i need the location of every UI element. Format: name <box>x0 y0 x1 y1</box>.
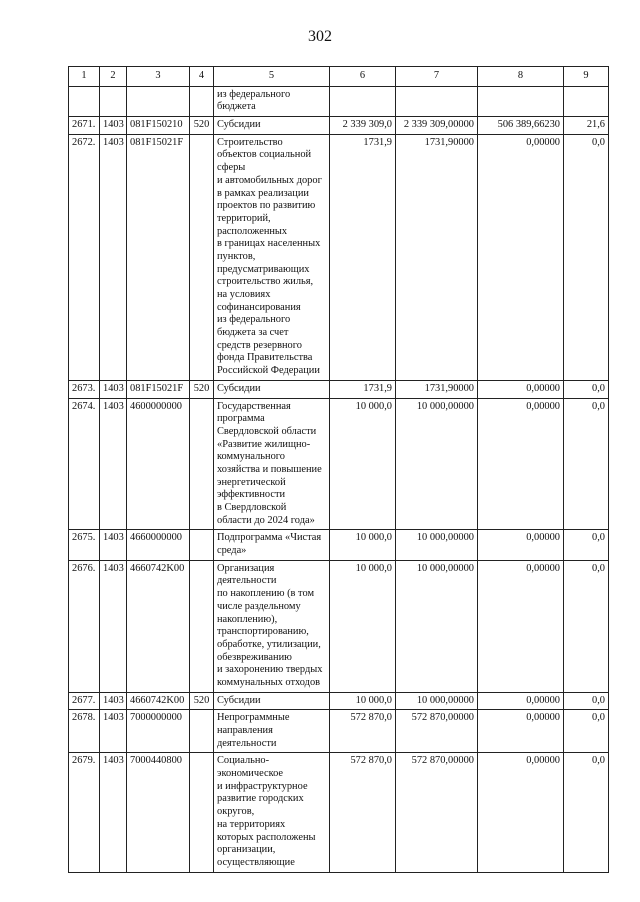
item-name: Строительство объектов социальной сферы и автомобильных дорог в рамках реализации проектов по развитию территорий, расположенных в границах населенных пунктов, предусматривающих строительство жилья, на условиях софинансирования из федерального бюджета за счет средств резервного фонда Правительства Российской Федерации <box>214 134 330 380</box>
item-name: Субсидии <box>214 380 330 398</box>
column-header: 6 <box>330 67 396 87</box>
target-article-code: 7000000000 <box>127 710 190 753</box>
table-row <box>69 134 609 380</box>
row-number: 2679. <box>69 753 100 872</box>
item-name: из федерального бюджета <box>214 86 330 116</box>
planned-amount: 10 000,00000 <box>396 530 478 560</box>
item-name: Субсидии <box>214 117 330 135</box>
section-code: 1403 <box>100 134 127 380</box>
expense-type-code <box>190 134 214 380</box>
row-number: 2672. <box>69 134 100 380</box>
approved-amount: 1731,9 <box>330 380 396 398</box>
column-header: 2 <box>100 67 127 87</box>
column-header: 7 <box>396 67 478 87</box>
executed-amount: 0,00000 <box>478 692 564 710</box>
executed-amount <box>478 86 564 116</box>
expense-type-code: 520 <box>190 692 214 710</box>
section-code: 1403 <box>100 380 127 398</box>
table-row <box>69 692 609 710</box>
row-number: 2673. <box>69 380 100 398</box>
planned-amount: 10 000,00000 <box>396 560 478 692</box>
execution-percent: 0,0 <box>564 692 609 710</box>
column-header: 9 <box>564 67 609 87</box>
item-name: Государственная программа Свердловской области «Развитие жилищно- коммунального хозяйства и повышение энергетической эффективности в Свердловской области до 2024 года» <box>214 398 330 530</box>
column-header: 1 <box>69 67 100 87</box>
item-name: Непрограммные направления деятельности <box>214 710 330 753</box>
planned-amount: 572 870,00000 <box>396 753 478 872</box>
expense-type-code <box>190 560 214 692</box>
item-name: Социально- экономическое и инфраструктурное развитие городских округов, на территориях которых расположены организации, осуществляющие <box>214 753 330 872</box>
approved-amount: 572 870,0 <box>330 753 396 872</box>
row-number: 2671. <box>69 117 100 135</box>
target-article-code: 081F150210 <box>127 117 190 135</box>
column-header: 8 <box>478 67 564 87</box>
approved-amount: 10 000,0 <box>330 560 396 692</box>
target-article-code: 081F15021F <box>127 134 190 380</box>
table-row <box>69 710 609 753</box>
planned-amount: 10 000,00000 <box>396 692 478 710</box>
executed-amount: 0,00000 <box>478 134 564 380</box>
approved-amount: 1731,9 <box>330 134 396 380</box>
execution-percent: 0,0 <box>564 753 609 872</box>
target-article-code <box>127 86 190 116</box>
section-code: 1403 <box>100 398 127 530</box>
approved-amount: 2 339 309,0 <box>330 117 396 135</box>
executed-amount: 506 389,66230 <box>478 117 564 135</box>
section-code: 1403 <box>100 692 127 710</box>
target-article-code: 7000440800 <box>127 753 190 872</box>
execution-percent: 0,0 <box>564 530 609 560</box>
execution-percent: 0,0 <box>564 560 609 692</box>
column-header: 4 <box>190 67 214 87</box>
executed-amount: 0,00000 <box>478 753 564 872</box>
planned-amount: 1731,90000 <box>396 134 478 380</box>
column-header: 3 <box>127 67 190 87</box>
item-name: Подпрограмма «Чистая среда» <box>214 530 330 560</box>
table-row <box>69 560 609 692</box>
planned-amount: 572 870,00000 <box>396 710 478 753</box>
row-number: 2677. <box>69 692 100 710</box>
expense-type-code <box>190 86 214 116</box>
item-name: Субсидии <box>214 692 330 710</box>
approved-amount <box>330 86 396 116</box>
approved-amount: 572 870,0 <box>330 710 396 753</box>
section-code: 1403 <box>100 560 127 692</box>
table-row <box>69 398 609 530</box>
column-header: 5 <box>214 67 330 87</box>
executed-amount: 0,00000 <box>478 710 564 753</box>
section-code <box>100 86 127 116</box>
section-code: 1403 <box>100 530 127 560</box>
expense-type-code: 520 <box>190 380 214 398</box>
section-code: 1403 <box>100 753 127 872</box>
section-code: 1403 <box>100 710 127 753</box>
budget-table <box>68 66 609 873</box>
table-row <box>69 530 609 560</box>
approved-amount: 10 000,0 <box>330 692 396 710</box>
planned-amount: 1731,90000 <box>396 380 478 398</box>
table-row <box>69 753 609 872</box>
expense-type-code <box>190 530 214 560</box>
row-number: 2674. <box>69 398 100 530</box>
expense-type-code <box>190 753 214 872</box>
execution-percent: 0,0 <box>564 710 609 753</box>
section-code: 1403 <box>100 117 127 135</box>
executed-amount: 0,00000 <box>478 380 564 398</box>
execution-percent: 0,0 <box>564 380 609 398</box>
header-row <box>69 67 609 87</box>
expense-type-code: 520 <box>190 117 214 135</box>
row-number: 2676. <box>69 560 100 692</box>
row-number <box>69 86 100 116</box>
executed-amount: 0,00000 <box>478 398 564 530</box>
target-article-code: 081F15021F <box>127 380 190 398</box>
expense-type-code <box>190 398 214 530</box>
approved-amount: 10 000,0 <box>330 398 396 530</box>
table-row <box>69 86 609 116</box>
target-article-code: 4660000000 <box>127 530 190 560</box>
table-row <box>69 380 609 398</box>
executed-amount: 0,00000 <box>478 560 564 692</box>
row-number: 2675. <box>69 530 100 560</box>
planned-amount <box>396 86 478 116</box>
target-article-code: 4660742K00 <box>127 560 190 692</box>
planned-amount: 10 000,00000 <box>396 398 478 530</box>
execution-percent: 0,0 <box>564 134 609 380</box>
target-article-code: 4600000000 <box>127 398 190 530</box>
expense-type-code <box>190 710 214 753</box>
execution-percent <box>564 86 609 116</box>
planned-amount: 2 339 309,00000 <box>396 117 478 135</box>
target-article-code: 4660742K00 <box>127 692 190 710</box>
execution-percent: 21,6 <box>564 117 609 135</box>
table-row <box>69 117 609 135</box>
executed-amount: 0,00000 <box>478 530 564 560</box>
row-number: 2678. <box>69 710 100 753</box>
execution-percent: 0,0 <box>564 398 609 530</box>
item-name: Организация деятельности по накоплению (в том числе раздельному накоплению), транспортированию, обработке, утилизации, обезвреживанию и захоронению твердых коммунальных отходов <box>214 560 330 692</box>
approved-amount: 10 000,0 <box>330 530 396 560</box>
page-number: 302 <box>308 28 332 45</box>
